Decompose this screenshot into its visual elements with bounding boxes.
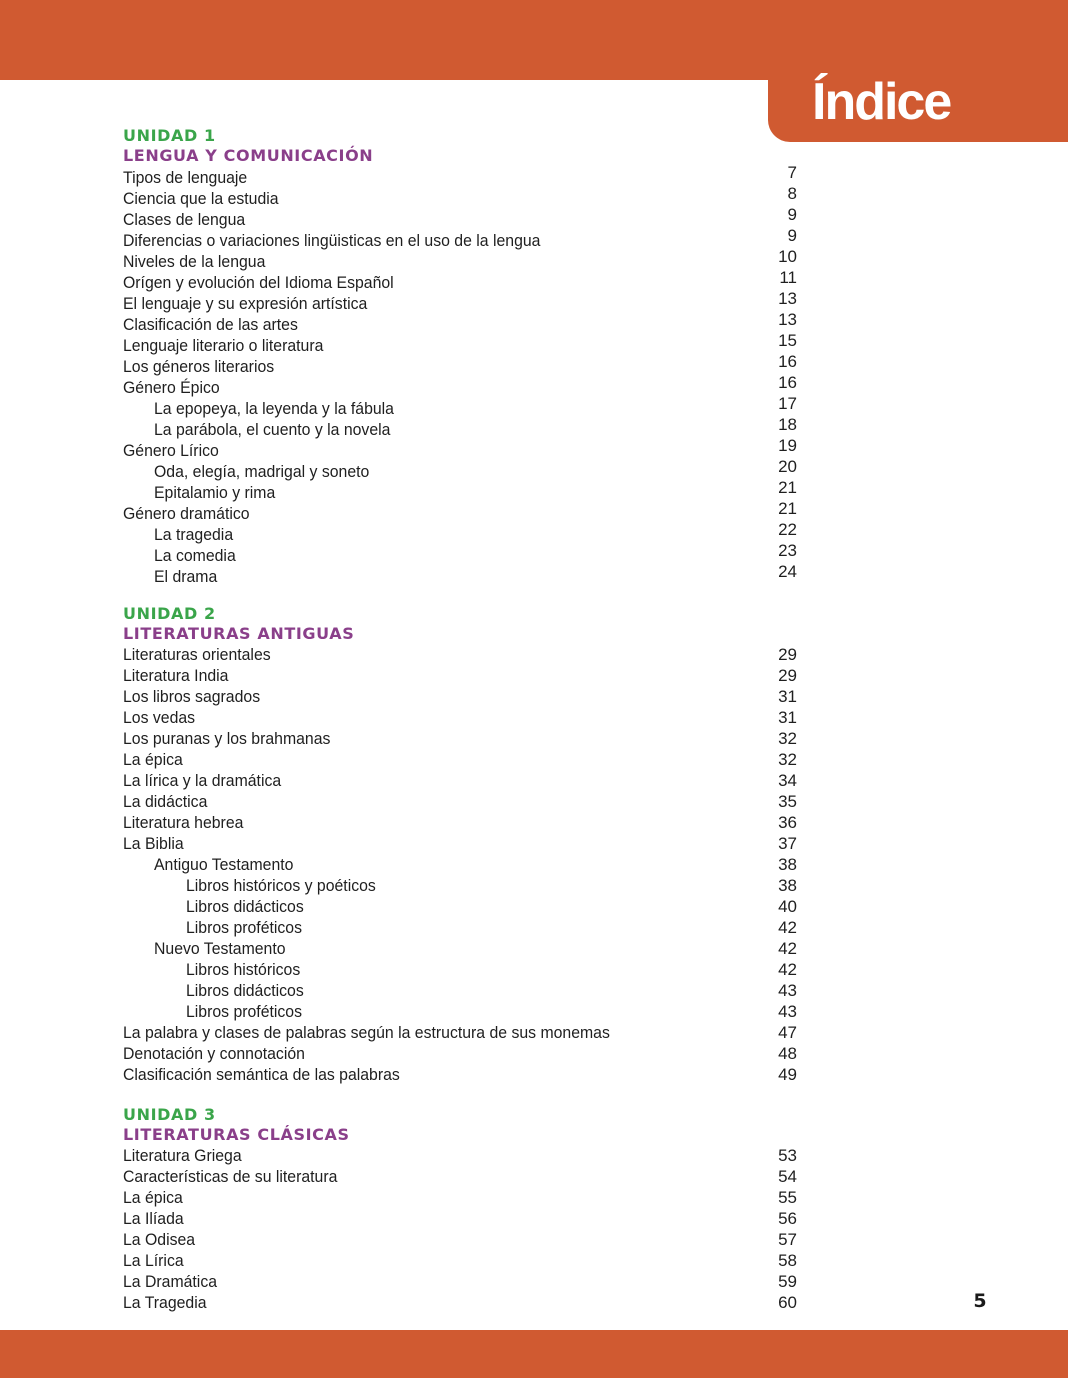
toc-page-number: 15 [778, 331, 797, 350]
toc-page-number: 57 [778, 1230, 797, 1249]
toc-entry: La épica [123, 750, 183, 769]
toc-entry: Libros históricos y poéticos [186, 876, 376, 895]
toc-page-number: 36 [778, 813, 797, 832]
toc-entry: Libros didácticos [186, 981, 304, 1000]
toc-entry: Oda, elegía, madrigal y soneto [154, 462, 370, 481]
toc-page-number: 55 [778, 1188, 797, 1207]
toc-entry: La comedia [154, 546, 236, 565]
toc-entry: Clasificación semántica de las palabras [123, 1065, 400, 1084]
toc-entry: Ciencia que la estudia [123, 189, 279, 208]
toc-page-number: 31 [778, 708, 797, 727]
toc-entry: La lírica y la dramática [123, 771, 282, 790]
toc-page-number: 13 [778, 310, 797, 329]
unit-label: UNIDAD 2 [123, 604, 216, 623]
toc-entry: La Ilíada [123, 1209, 184, 1228]
toc-page-number: 35 [778, 792, 797, 811]
toc-entry: La épica [123, 1188, 183, 1207]
toc-page-number: 47 [778, 1023, 797, 1042]
toc-page-number: 42 [778, 918, 797, 937]
page-title: Índice [812, 73, 951, 131]
toc-page-number: 11 [779, 268, 797, 287]
page-number: 5 [973, 1290, 987, 1312]
toc-entry: Literatura hebrea [123, 813, 244, 832]
toc-page-number: 42 [778, 939, 797, 958]
toc-entry: La Odisea [123, 1230, 196, 1249]
toc-page-number: 56 [778, 1209, 797, 1228]
toc-page-number: 32 [778, 750, 797, 769]
toc-entry: Género Lírico [123, 441, 219, 460]
toc-page-number: 59 [778, 1272, 797, 1291]
toc-entry: La palabra y clases de palabras según la estructura de sus monemas [123, 1023, 610, 1042]
toc-entry: Libros proféticos [186, 1002, 303, 1021]
toc-page-number: 21 [778, 478, 797, 497]
toc-entry: Antiguo Testamento [154, 855, 294, 874]
toc-entry: El drama [154, 567, 218, 586]
toc-entry: La Lírica [123, 1251, 184, 1270]
toc-entry: Niveles de la lengua [123, 252, 266, 271]
toc-page-number: 48 [778, 1044, 797, 1063]
toc-entry: Características de su literatura [123, 1167, 338, 1186]
toc-entry: La Dramática [123, 1272, 218, 1291]
toc-page-number: 53 [778, 1146, 797, 1165]
toc-entry: La didáctica [123, 792, 208, 811]
toc-entry: Literaturas orientales [123, 645, 271, 664]
toc-page-number: 38 [778, 876, 797, 895]
toc-page-number: 42 [778, 960, 797, 979]
toc-entry: La Tragedia [123, 1293, 207, 1312]
toc-page-number: 18 [778, 415, 797, 434]
toc-page-number: 16 [778, 352, 797, 371]
toc-page-number: 21 [778, 499, 797, 518]
toc-page-number: 24 [778, 562, 797, 581]
toc-page-number: 8 [787, 184, 797, 203]
toc-entry: Lenguaje literario o literatura [123, 336, 324, 355]
toc-entry: Libros didácticos [186, 897, 304, 916]
toc-page-number: 9 [787, 205, 797, 224]
toc-page-number: 7 [787, 163, 797, 182]
toc-page-number: 54 [778, 1167, 797, 1186]
toc-entry: La tragedia [154, 525, 234, 544]
toc-page-number: 38 [778, 855, 797, 874]
toc-page-number: 37 [778, 834, 797, 853]
toc-page-number: 43 [778, 981, 797, 1000]
toc-entry: Libros históricos [186, 960, 301, 979]
toc-page-number: 40 [778, 897, 797, 916]
toc-entry: Nuevo Testamento [154, 939, 286, 958]
unit-label: UNIDAD 3 [123, 1105, 216, 1124]
toc-page-number: 32 [778, 729, 797, 748]
unit-title: LENGUA Y COMUNICACIÓN [123, 146, 374, 165]
toc-page-number: 16 [778, 373, 797, 392]
toc-entry: La parábola, el cuento y la novela [154, 420, 391, 439]
toc-entry: Los puranas y los brahmanas [123, 729, 331, 748]
toc-entry: Libros proféticos [186, 918, 303, 937]
toc-entry: Denotación y connotación [123, 1044, 305, 1063]
toc-entry: Los vedas [123, 708, 196, 727]
toc-entry: El lenguaje y su expresión artística [123, 294, 368, 313]
unit-title: LITERATURAS ANTIGUAS [123, 624, 355, 643]
toc-page-number: 13 [778, 289, 797, 308]
toc-entry: Epitalamio y rima [154, 483, 276, 502]
toc-entry: Diferencias o variaciones lingüisticas en el uso de la lengua [123, 231, 541, 250]
toc-page-number: 23 [778, 541, 797, 560]
toc-page-number: 17 [778, 394, 797, 413]
toc-entry: Clases de lengua [123, 210, 246, 229]
toc-page-number: 31 [778, 687, 797, 706]
toc-page-number: 20 [778, 457, 797, 476]
toc-page-number: 43 [778, 1002, 797, 1021]
toc-entry: Literatura Griega [123, 1146, 242, 1165]
unit-label: UNIDAD 1 [123, 126, 216, 145]
footer-band [0, 1330, 1068, 1378]
toc-page-number: 19 [778, 436, 797, 455]
toc-entry: Tipos de lenguaje [123, 168, 248, 187]
toc-page-number: 58 [778, 1251, 797, 1270]
toc-page-number: 49 [778, 1065, 797, 1084]
toc-entry: Los libros sagrados [123, 687, 261, 706]
toc-entry: La epopeya, la leyenda y la fábula [154, 399, 394, 418]
toc-page-number: 29 [778, 666, 797, 685]
toc-entry: Los géneros literarios [123, 357, 275, 376]
toc-entry: Orígen y evolución del Idioma Español [123, 273, 394, 292]
toc-page-number: 29 [778, 645, 797, 664]
toc-entry: Literatura India [123, 666, 229, 685]
toc-entry: La Biblia [123, 834, 184, 853]
toc-page-number: 34 [778, 771, 797, 790]
toc-page-number: 22 [778, 520, 797, 539]
toc-page-number: 10 [778, 247, 797, 266]
toc-entry: Clasificación de las artes [123, 315, 298, 334]
toc-page-number: 9 [787, 226, 797, 245]
toc-entry: Género Épico [123, 378, 220, 397]
title-tab [768, 60, 1068, 142]
unit-title: LITERATURAS CLÁSICAS [123, 1125, 350, 1144]
toc-entry: Género dramático [123, 504, 250, 523]
toc-page-number: 60 [778, 1293, 797, 1312]
